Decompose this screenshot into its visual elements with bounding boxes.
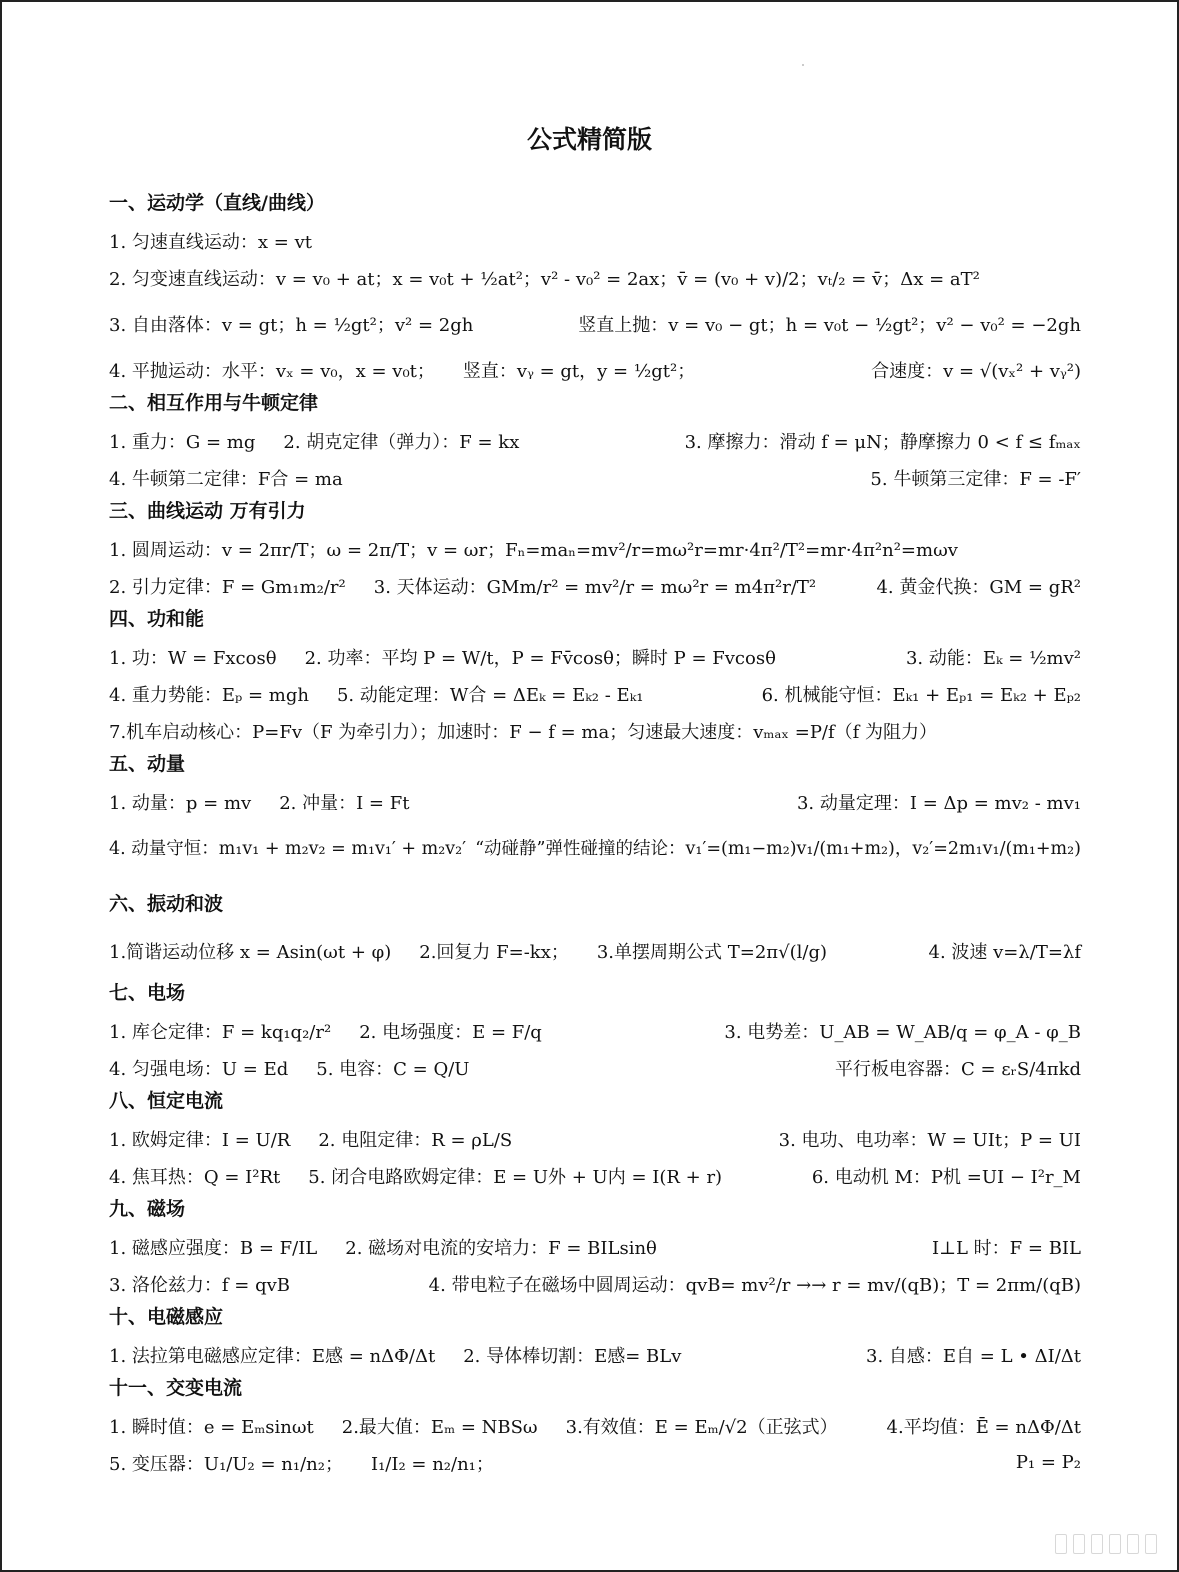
formula-item: 4. 带电粒子在磁场中圆周运动：qvB= mv²/r →→ r = mv/(qB)；T = 2πm/(qB) bbox=[428, 1274, 1081, 1296]
formula-row bbox=[109, 1336, 1081, 1373]
formula-item: 2. 冲量：I = Ft bbox=[279, 792, 410, 814]
section bbox=[109, 978, 1081, 1086]
formula-item: 合速度：v = √(vₓ² + vᵧ²) bbox=[871, 360, 1081, 382]
watermark-marks bbox=[1055, 1534, 1157, 1554]
formula-item: 3.单摆周期公式 T=2π√(l/g) bbox=[596, 941, 827, 963]
section bbox=[109, 889, 1081, 978]
formula-row bbox=[109, 1012, 1081, 1049]
formula-row bbox=[109, 1407, 1081, 1444]
formula-item: 1. 欧姆定律：I = U/R bbox=[109, 1129, 291, 1151]
formula-row bbox=[109, 1228, 1081, 1265]
formula-item: 2. 匀变速直线运动：v = v₀ + at；x = v₀t + ½at²；v² - v₀² = 2ax；v̄ = (v₀ + v)/2；vₜ/₂ = v̄；Δx = aT² bbox=[109, 268, 980, 290]
formula-item: 竖直：vᵧ = gt，y = ½gt²； bbox=[462, 360, 696, 382]
formula-row bbox=[109, 351, 1081, 388]
formula-item: I₁/I₂ = n₂/n₁； bbox=[370, 1453, 494, 1475]
section-heading: 十、电磁感应 bbox=[109, 1306, 224, 1328]
formula-row bbox=[109, 1049, 1081, 1086]
formula-item: 平行板电容器：C = εᵣS/4πkd bbox=[835, 1058, 1081, 1080]
formula-item: P₁ = P₂ bbox=[1015, 1452, 1081, 1473]
formula-item: 4. 动量守恒：m₁v₁ + m₂v₂ = m₁v₁′ + m₂v₂′ bbox=[109, 839, 467, 859]
formula-item: 6. 机械能守恒：Eₖ₁ + Eₚ₁ = Eₖ₂ + Eₚ₂ bbox=[761, 684, 1081, 706]
section-heading: 二、相互作用与牛顿定律 bbox=[109, 392, 319, 414]
formula-row bbox=[109, 530, 1081, 567]
formula-item: 3. 自感：E自 = L • ΔI/Δt bbox=[866, 1345, 1081, 1367]
formula-item: 5. 变压器：U₁/U₂ = n₁/n₂； bbox=[109, 1453, 343, 1475]
formula-row bbox=[109, 923, 1081, 978]
formula-item: 4.平均值：Ē = nΔΦ/Δt bbox=[886, 1416, 1081, 1438]
formula-row bbox=[109, 296, 1081, 351]
formula-item: 3. 电势差：U_AB = W_AB/q = φ_A - φ_B bbox=[724, 1021, 1081, 1043]
formula-item: 4. 牛顿第二定律：F合 = ma bbox=[109, 468, 343, 490]
formula-row bbox=[109, 1265, 1081, 1302]
formula-item: 1. 磁感应强度：B = F/IL bbox=[109, 1237, 318, 1259]
formula-item: 1. 重力：G = mg bbox=[109, 431, 256, 453]
formula-item: 2. 磁场对电流的安培力：F = BILsinθ bbox=[345, 1237, 657, 1259]
formula-item: 2. 引力定律：F = Gm₁m₂/r² bbox=[109, 576, 346, 598]
section-heading: 三、曲线运动 万有引力 bbox=[109, 500, 306, 522]
formula-item: 2. 导体棒切割：E感= BLv bbox=[463, 1345, 682, 1367]
formula-item: 4. 匀强电场：U = Ed bbox=[109, 1058, 289, 1080]
formula-item: 3.有效值：E = Eₘ/√2（正弦式） bbox=[565, 1416, 838, 1438]
section bbox=[109, 1373, 1081, 1481]
formula-item: 5. 电容：C = Q/U bbox=[316, 1058, 470, 1080]
formula-item: 2. 电场强度：E = F/q bbox=[359, 1021, 542, 1043]
formula-item: 3. 自由落体：v = gt；h = ½gt²；v² = 2gh bbox=[109, 314, 474, 336]
section-heading: 八、恒定电流 bbox=[109, 1090, 224, 1112]
formula-item: 4. 焦耳热：Q = I²Rt bbox=[109, 1166, 281, 1188]
formula-item: 7.机车启动核心：P=Fv（F 为牵引力）；加速时：F − f = ma；匀速最大速度：vₘₐₓ =P/f（f 为阻力） bbox=[109, 721, 938, 743]
section bbox=[109, 388, 1081, 496]
formula-item: 4. 重力势能：Eₚ = mgh bbox=[109, 684, 309, 706]
section bbox=[109, 1086, 1081, 1194]
section bbox=[109, 496, 1081, 604]
formula-item: 1. 法拉第电磁感应定律：E感 = nΔΦ/Δt bbox=[109, 1345, 436, 1367]
formula-item: 2.最大值：Eₘ = NBSω bbox=[341, 1416, 538, 1438]
formula-row bbox=[109, 1444, 1081, 1481]
page-title: 公式精简版 bbox=[526, 125, 652, 154]
formula-row bbox=[109, 820, 1081, 875]
formula-row bbox=[109, 1157, 1081, 1194]
formula-item: 4. 黄金代换：GM = gR² bbox=[876, 576, 1081, 598]
formula-item: 6. 电动机 M：P机 =UI − I²r_M bbox=[811, 1166, 1081, 1188]
formula-row bbox=[109, 567, 1081, 604]
section-heading: 五、动量 bbox=[109, 753, 186, 775]
formula-item: 4. 平抛运动：水平：vₓ = v₀，x = v₀t； bbox=[109, 360, 435, 382]
scan-speck bbox=[802, 64, 804, 66]
formula-item: 3. 天体运动：GMm/r² = mv²/r = mω²r = m4π²r/T² bbox=[373, 576, 817, 598]
formula-row bbox=[109, 638, 1081, 675]
formula-item: 1.简谐运动位移 x = Asin(ωt + φ) bbox=[109, 941, 392, 963]
formula-row bbox=[109, 1120, 1081, 1157]
formula-item: 1. 匀速直线运动：x = vt bbox=[109, 231, 312, 253]
formula-row bbox=[109, 712, 1081, 749]
formula-row bbox=[109, 259, 1081, 296]
formula-item: 1. 功：W = Fxcosθ bbox=[109, 647, 277, 669]
section-heading: 六、振动和波 bbox=[109, 893, 224, 915]
formula-item: 1. 动量：p = mv bbox=[109, 792, 252, 814]
formula-item: 3. 动能：Eₖ = ½mv² bbox=[905, 647, 1081, 669]
formula-row bbox=[109, 422, 1081, 459]
formula-item: 2. 电阻定律：R = ρL/S bbox=[318, 1129, 513, 1151]
formula-row bbox=[109, 459, 1081, 496]
formula-item: 3. 动量定理：I = Δp = mv₂ - mv₁ bbox=[796, 792, 1081, 814]
section-heading: 四、功和能 bbox=[109, 608, 205, 630]
section bbox=[109, 604, 1081, 749]
formula-list bbox=[109, 188, 1081, 1481]
formula-row bbox=[109, 783, 1081, 820]
formula-item: 2.回复力 F=-kx； bbox=[419, 941, 569, 963]
formula-item: 2. 胡克定律（弹力）：F = kx bbox=[283, 431, 520, 453]
formula-row bbox=[109, 675, 1081, 712]
section bbox=[109, 1194, 1081, 1302]
section bbox=[109, 749, 1081, 875]
formula-item: 3. 洛伦兹力：f = qvB bbox=[109, 1274, 291, 1296]
section bbox=[109, 188, 1081, 388]
formula-row bbox=[109, 222, 1081, 259]
formula-item: 3. 电功、电功率：W = UIt；P = UI bbox=[778, 1129, 1081, 1151]
formula-item: 5. 闭合电路欧姆定律：E = U外 + U内 = I(R + r) bbox=[308, 1166, 723, 1188]
formula-item: 竖直上抛：v = v₀ − gt；h = v₀t − ½gt²；v² − v₀² = −2gh bbox=[578, 314, 1081, 336]
formula-item: 1. 瞬时值：e = Eₘsinωt bbox=[109, 1416, 314, 1438]
formula-item: 3. 摩擦力：滑动 f = μN；静摩擦力 0 < f ≤ fₘₐₓ bbox=[684, 431, 1081, 453]
section-heading: 十一、交变电流 bbox=[109, 1377, 243, 1399]
formula-item: 5. 动能定理：W合 = ΔEₖ = Eₖ₂ - Eₖ₁ bbox=[336, 684, 644, 706]
formula-item: I⊥L 时：F = BIL bbox=[931, 1237, 1081, 1259]
formula-item: 1. 圆周运动：v = 2πr/T；ω = 2π/T；v = ωr；Fₙ=maₙ=mv²/r=mω²r=mr·4π²/T²=mr·4π²n²=mωv bbox=[109, 539, 958, 561]
formula-item: 5. 牛顿第三定律：F = -F′ bbox=[870, 468, 1081, 490]
formula-item: 2. 功率：平均 P = W/t，P = Fv̄cosθ；瞬时 P = Fvcosθ bbox=[304, 647, 776, 669]
section-heading: 一、运动学（直线/曲线） bbox=[109, 192, 325, 214]
formula-item: “动碰静”弹性碰撞的结论：v₁′=(m₁−m₂)v₁/(m₁+m₂)，v₂′=2m₁v₁/(m₁+m₂) bbox=[475, 839, 1081, 859]
formula-item: 4. 波速 v=λ/T=λf bbox=[928, 941, 1081, 963]
section-heading: 七、电场 bbox=[109, 982, 186, 1004]
section bbox=[109, 1302, 1081, 1373]
formula-item: 1. 库仑定律：F = kq₁q₂/r² bbox=[109, 1021, 332, 1043]
section-heading: 九、磁场 bbox=[109, 1198, 186, 1220]
